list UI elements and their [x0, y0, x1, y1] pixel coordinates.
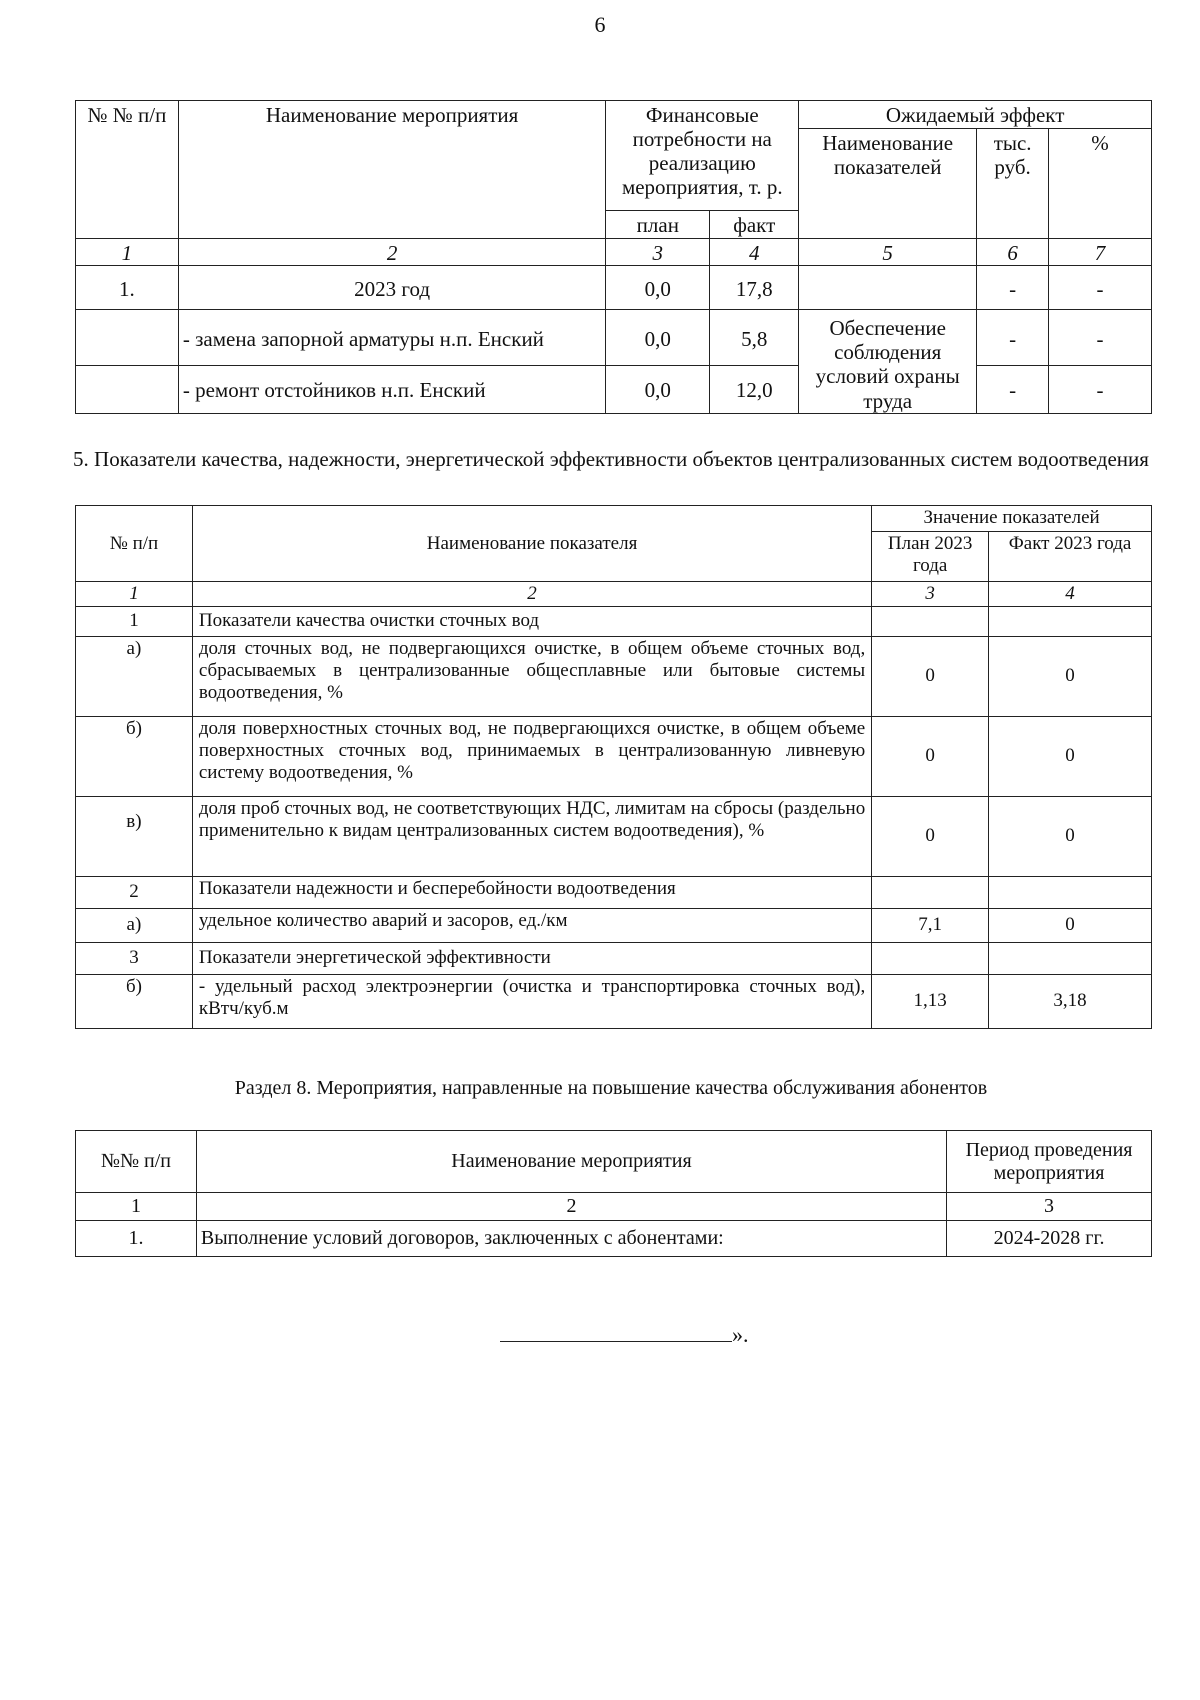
row-name: - замена запорной арматуры н.п. Енский	[178, 310, 605, 366]
table-row	[76, 876, 1152, 908]
table-row	[76, 942, 1152, 974]
row-num: а)	[76, 636, 193, 716]
header-fact: Факт 2023 года	[989, 532, 1152, 582]
row-num: б)	[76, 716, 193, 796]
header-values: Значение показателей	[872, 506, 1152, 532]
row-fact: 0	[989, 796, 1152, 876]
row-num: 3	[76, 942, 193, 974]
row-percent: -	[1049, 310, 1152, 366]
section-8-title: Раздел 8. Мероприятия, направленные на повышение качества обслуживания абонентов	[234, 1077, 988, 1099]
row-fact: 17,8	[710, 266, 799, 310]
row-plan: 1,13	[872, 974, 989, 1028]
table-row	[76, 796, 1152, 876]
row-name: Показатели энергетической эффективности	[192, 942, 871, 974]
row-name: Показатели надежности и бесперебойности водоотведения	[192, 876, 871, 908]
row-plan: 0,0	[606, 310, 710, 366]
row-fact: 5,8	[710, 310, 799, 366]
column-numbers-row	[76, 239, 1152, 266]
row-name: - ремонт отстойников н.п. Енский	[178, 366, 605, 413]
table-row	[76, 716, 1152, 796]
row-name: Выполнение условий договоров, заключенных с абонентами:	[196, 1221, 946, 1257]
colnum: 3	[947, 1193, 1152, 1221]
header-thousand: тыс. руб.	[977, 129, 1049, 239]
header-fact: факт	[710, 211, 799, 239]
colnum: 1	[76, 239, 179, 266]
colnum: 1	[76, 1193, 197, 1221]
colnum: 3	[872, 582, 989, 607]
table-row	[76, 636, 1152, 716]
row-num: 1.	[76, 266, 179, 310]
colnum: 6	[977, 239, 1049, 266]
row-name: Показатели качества очистки сточных вод	[192, 606, 871, 636]
row-fact: 0	[989, 716, 1152, 796]
closing-mark: ».	[732, 1322, 749, 1347]
header-finance: Финансовые потребности на реализацию мероприятия, т. р.	[606, 101, 799, 211]
section-5-title: 5. Показатели качества, надежности, энергетической эффективности объектов централизованных систем водоотведения	[73, 447, 1149, 471]
colnum: 4	[710, 239, 799, 266]
merged-indicator: Обеспечение соблюдения условий охраны труда	[799, 310, 977, 414]
colnum: 5	[799, 239, 977, 266]
row-thousand: -	[977, 310, 1049, 366]
row-fact: 0	[989, 636, 1152, 716]
page-number: 6	[594, 12, 606, 37]
row-num	[76, 366, 179, 413]
colnum: 7	[1049, 239, 1152, 266]
header-effect: Ожидаемый эффект	[799, 101, 1152, 129]
subscribers-table	[75, 1130, 1152, 1257]
header-period: Период проведения мероприятия	[947, 1131, 1152, 1193]
row-num: а)	[76, 908, 193, 942]
row-name: доля поверхностных сточных вод, не подвергающихся очистке, в общем объеме поверхностных сточных вод, принимаемых в централизованную ливневую систему водоотведения, %	[192, 716, 871, 796]
header-num: № № п/п	[76, 101, 179, 239]
table-row	[76, 366, 1152, 413]
row-plan: 0,0	[606, 266, 710, 310]
row-fact: 3,18	[989, 974, 1152, 1028]
row-plan: 0	[872, 716, 989, 796]
blank-line	[500, 1323, 732, 1342]
row-fact	[989, 876, 1152, 908]
row-name: доля проб сточных вод, не соответствующих НДС, лимитам на сбросы (раздельно применительно к видам централизованных систем водоотведения), %	[192, 796, 871, 876]
column-numbers-row	[76, 1193, 1152, 1221]
row-plan: 0	[872, 636, 989, 716]
row-plan: 0,0	[606, 366, 710, 413]
row-plan: 7,1	[872, 908, 989, 942]
table-row	[76, 974, 1152, 1028]
row-thousand: -	[977, 366, 1049, 413]
row-plan	[872, 876, 989, 908]
row-indicator	[799, 266, 977, 310]
row-fact: 12,0	[710, 366, 799, 413]
header-name: Наименование мероприятия	[196, 1131, 946, 1193]
row-num: в)	[76, 796, 193, 876]
row-num: б)	[76, 974, 193, 1028]
colnum: 2	[192, 582, 871, 607]
table-row	[76, 908, 1152, 942]
row-plan: 0	[872, 796, 989, 876]
row-num: 1	[76, 606, 193, 636]
row-num: 2	[76, 876, 193, 908]
measures-table	[75, 100, 1152, 414]
row-name: 2023 год	[178, 266, 605, 310]
header-name: Наименование мероприятия	[178, 101, 605, 239]
row-name: - удельный расход электроэнергии (очистка и транспортировка сточных вод), кВтч/куб.м	[192, 974, 871, 1028]
row-num: 1.	[76, 1221, 197, 1257]
row-name: удельное количество аварий и засоров, ед./км	[192, 908, 871, 942]
row-percent: -	[1049, 266, 1152, 310]
header-num: №№ п/п	[76, 1131, 197, 1193]
header-indicator: Наименование показателей	[799, 129, 977, 239]
row-plan	[872, 606, 989, 636]
table-row	[76, 310, 1152, 366]
colnum: 4	[989, 582, 1152, 607]
row-percent: -	[1049, 366, 1152, 413]
closing-signature-line	[500, 1322, 749, 1348]
row-fact	[989, 606, 1152, 636]
row-fact: 0	[989, 908, 1152, 942]
table-row	[76, 606, 1152, 636]
header-name: Наименование показателя	[192, 506, 871, 582]
header-percent: %	[1049, 129, 1152, 239]
colnum: 2	[196, 1193, 946, 1221]
row-thousand: -	[977, 266, 1049, 310]
colnum: 2	[178, 239, 605, 266]
colnum: 1	[76, 582, 193, 607]
header-num: № п/п	[76, 506, 193, 582]
indicators-table	[75, 505, 1152, 1029]
colnum: 3	[606, 239, 710, 266]
row-period: 2024-2028 гг.	[947, 1221, 1152, 1257]
header-plan: План 2023 года	[872, 532, 989, 582]
table-row	[76, 266, 1152, 310]
row-num	[76, 310, 179, 366]
header-plan: план	[606, 211, 710, 239]
row-fact	[989, 942, 1152, 974]
row-name: доля сточных вод, не подвергающихся очистке, в общем объеме сточных вод, сбрасываемых в централизованные общесплавные или бытовые системы водоотведения, %	[192, 636, 871, 716]
table-row	[76, 1221, 1152, 1257]
column-numbers-row	[76, 582, 1152, 607]
row-plan	[872, 942, 989, 974]
